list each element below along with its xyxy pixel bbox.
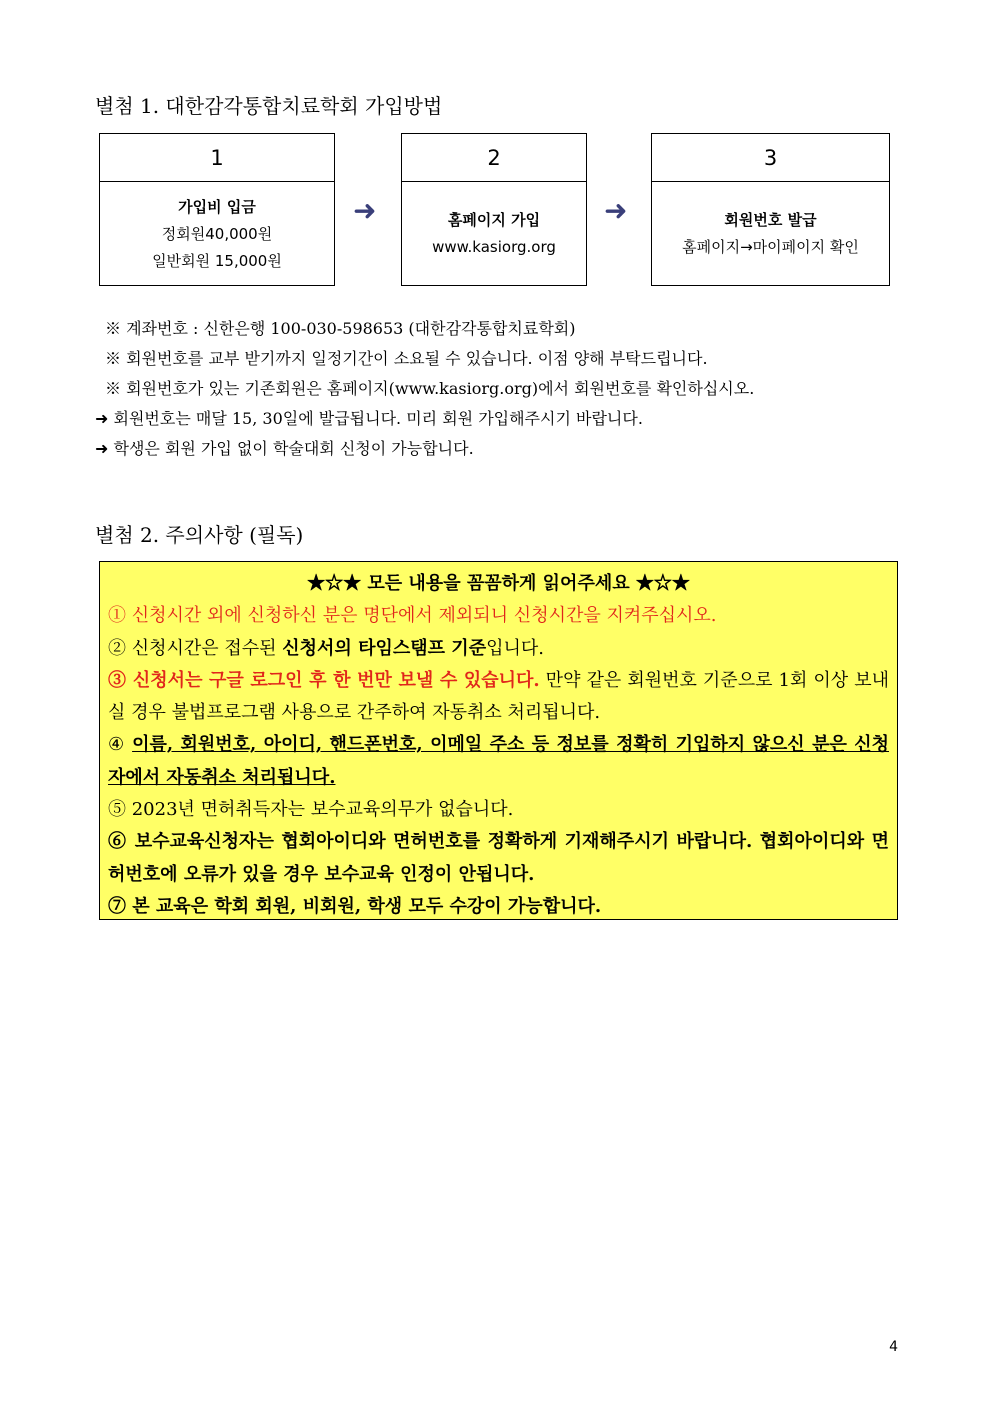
notice-box — [99, 561, 898, 920]
step-line: 홈페이지→마이페이지 확인 — [682, 238, 859, 256]
step-box-2 — [401, 133, 587, 286]
step-line: 일반회원 15,000원 — [152, 251, 282, 270]
note-item: ➜ 회원번호는 매달 15, 30일에 발급됩니다. 미리 회원 가입해주시기 바랍니다. — [95, 409, 643, 428]
step-title: 가입비 입금 — [178, 197, 256, 216]
notice-text: 만약 같은 회원번호 기준으로 1회 이상 보내실 경우 불법프로그램 사용으로 간주하여 자동취소 처리됩니다. — [108, 669, 889, 724]
step-title: 홈페이지 가입 — [447, 211, 541, 229]
note-item: ※ 계좌번호 : 신한은행 100-030-598653 (대한감각통합치료학회) — [105, 319, 576, 338]
notice-emphasis: ③ 신청서는 구글 로그인 후 한 번만 보낼 수 있습니다. — [108, 669, 540, 691]
notes-list — [95, 314, 754, 464]
notice-emphasis: 신청서의 타임스탬프 기준 — [282, 637, 487, 659]
notice-item-6: ⑥ 보수교육신청자는 협회아이디와 면허번호를 정확하게 기재해주시기 바랍니다. 협회아이디와 면허번호에 오류가 있을 경우 보수교육 인정이 안됩니다. — [108, 831, 889, 885]
step-line: 정회원40,000원 — [161, 224, 273, 243]
page-number: 4 — [889, 1339, 898, 1355]
arrow-right-icon: ➜ — [353, 194, 377, 227]
section2-title: 별첨 2. 주의사항 (필독) — [95, 523, 304, 547]
step-number: 2 — [402, 134, 586, 182]
step-number: 3 — [652, 134, 889, 182]
notice-item-5: ⑤ 2023년 면허취득자는 보수교육의무가 없습니다. — [108, 799, 514, 821]
notice-text: ② 신청시간은 접수된 — [108, 637, 283, 659]
notice-item-1: ① 신청시간 외에 신청하신 분은 명단에서 제외되니 신청시간을 지켜주십시오. — [108, 605, 717, 627]
notice-item-4 — [108, 729, 889, 794]
notice-heading: ★☆★ 모든 내용을 꼼꼼하게 읽어주세요 ★☆★ — [307, 573, 690, 594]
note-item: ※ 회원번호가 있는 기존회원은 홈페이지(www.kasiorg.org)에서 회원번호를 확인하십시오. — [105, 379, 755, 398]
note-item: ※ 회원번호를 교부 받기까지 일정기간이 소요될 수 있습니다. 이점 양해 부탁드립니다. — [105, 349, 708, 368]
notice-text: 입니다. — [486, 637, 544, 659]
step-title: 회원번호 발급 — [724, 211, 817, 229]
note-item: ➜ 학생은 회원 가입 없이 학술대회 신청이 가능합니다. — [95, 439, 474, 458]
notice-item-3 — [108, 665, 889, 730]
step-number: 1 — [100, 134, 334, 182]
arrow-right-icon: ➜ — [604, 194, 628, 227]
step-box-3 — [651, 133, 890, 286]
step-line: www.kasiorg.org — [432, 238, 556, 256]
section1-title: 별첨 1. 대한감각통합치료학회 가입방법 — [95, 94, 443, 118]
step-box-1 — [99, 133, 335, 286]
notice-item-2 — [108, 633, 889, 665]
notice-item-7: ⑦ 본 교육은 학회 회원, 비회원, 학생 모두 수강이 가능합니다. — [108, 895, 602, 917]
notice-text: ④ — [108, 734, 133, 756]
notice-emphasis: 이름, 회원번호, 아이디, 핸드폰번호, 이메일 주소 등 정보를 정확히 기입하지 않으신 분은 신청자에서 자동취소 처리됩니다. — [108, 734, 889, 788]
